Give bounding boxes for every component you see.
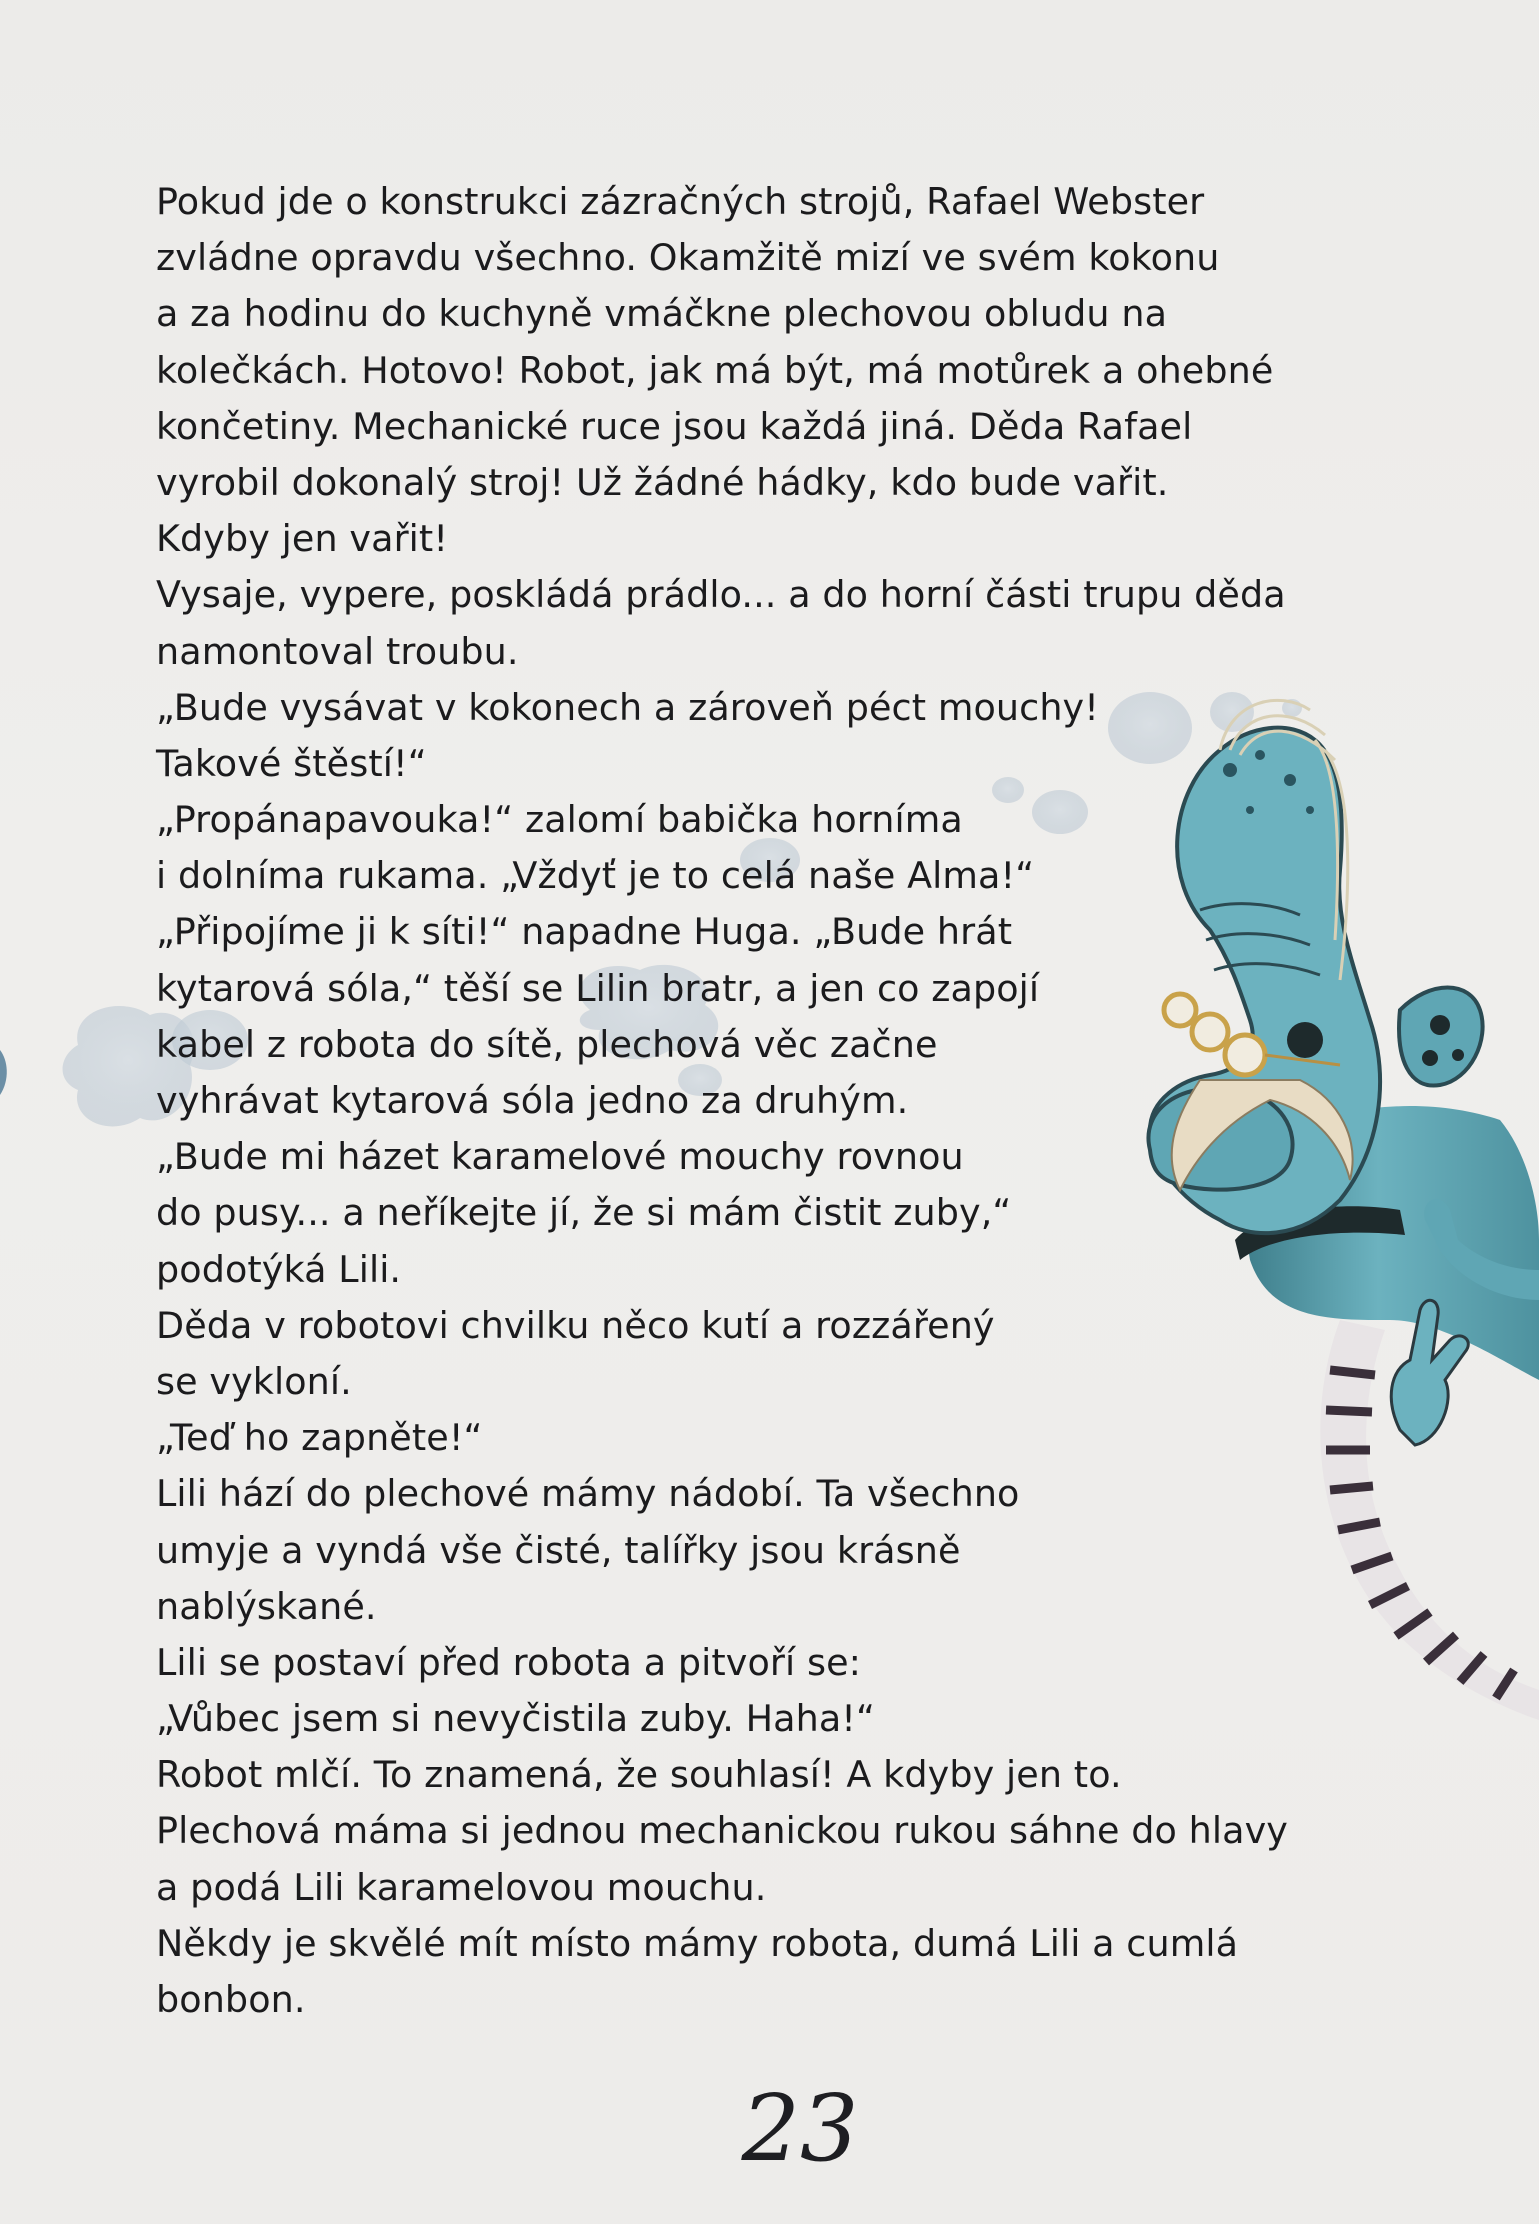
story-line: podotýká Lili.: [156, 1247, 402, 1291]
story-line: „Teď ho zapněte!“: [156, 1416, 483, 1460]
story-line: Někdy je skvělé mít místo mámy robota, dumá Lili a cumlá: [156, 1921, 1239, 1965]
story-line: „Bude vysávat v kokonech a zároveň péct mouchy!: [156, 685, 1099, 729]
story-line: kolečkách. Hotovo! Robot, jak má být, má motůrek a ohebné: [156, 348, 1274, 392]
story-line: vyhrávat kytarová sóla jedno za druhým.: [156, 1079, 909, 1122]
story-line: a podá Lili karamelovou mouchu.: [156, 1865, 767, 1909]
story-line: „Připojíme ji k síti!“ napadne Huga. „Bude hrát: [156, 910, 1013, 954]
story-line: zvládne opravdu všechno. Okamžitě mizí ve svém kokonu: [156, 236, 1220, 280]
story-line: končetiny. Mechanické ruce jsou každá jiná. Děda Rafael: [156, 404, 1193, 448]
story-line: „Bude mi házet karamelové mouchy rovnou: [156, 1135, 964, 1179]
story-line: Děda v robotovi chvilku něco kutí a rozzářený: [156, 1303, 995, 1347]
story-text: [156, 174, 1416, 2028]
story-line: kabel z robota do sítě, plechová věc začne: [156, 1022, 938, 1066]
story-line: bonbon.: [156, 1978, 306, 2021]
story-line: Plechová máma si jednou mechanickou rukou sáhne do hlavy: [156, 1809, 1289, 1853]
story-line: vyrobil dokonalý stroj! Už žádné hádky, kdo bude vařit.: [156, 460, 1169, 504]
story-line: umyje a vyndá vše čisté, talířky jsou krásně: [156, 1528, 961, 1572]
story-line: Lili se postaví před robota a pitvoří se:: [156, 1640, 862, 1684]
story-line: Lili hází do plechové mámy nádobí. Ta všechno: [156, 1472, 1020, 1516]
story-line: „Vůbec jsem si nevyčistila zuby. Haha!“: [156, 1697, 876, 1741]
story-line: nablýskané.: [156, 1584, 377, 1628]
story-line: se vykloní.: [156, 1359, 352, 1403]
story-line: i dolníma rukama. „Vždyť je to celá naše Alma!“: [156, 854, 1035, 898]
story-line: „Propánapavouka!“ zalomí babička horníma: [156, 798, 963, 842]
story-line: Takové štěstí!“: [156, 741, 427, 785]
story-line: Vysaje, vypere, poskládá prádlo... a do horní části trupu děda: [156, 573, 1286, 617]
story-line: a za hodinu do kuchyně vmáčkne plechovou obludu na: [156, 292, 1168, 336]
page-number: 23: [741, 2075, 859, 2182]
story-line: Pokud jde o konstrukci zázračných strojů, Rafael Webster: [156, 180, 1205, 223]
story-line: namontoval troubu.: [156, 629, 519, 673]
story-line: kytarová sóla,“ těší se Lilin bratr, a jen co zapojí: [156, 966, 1040, 1010]
story-line: Robot mlčí. To znamená, že souhlasí! A kdyby jen to.: [156, 1753, 1122, 1797]
story-line: Kdyby jen vařit!: [156, 517, 449, 561]
left-edge-mark: [0, 1050, 7, 1095]
story-line: do pusy... a neříkejte jí, že si mám čistit zuby,“: [156, 1191, 1012, 1235]
